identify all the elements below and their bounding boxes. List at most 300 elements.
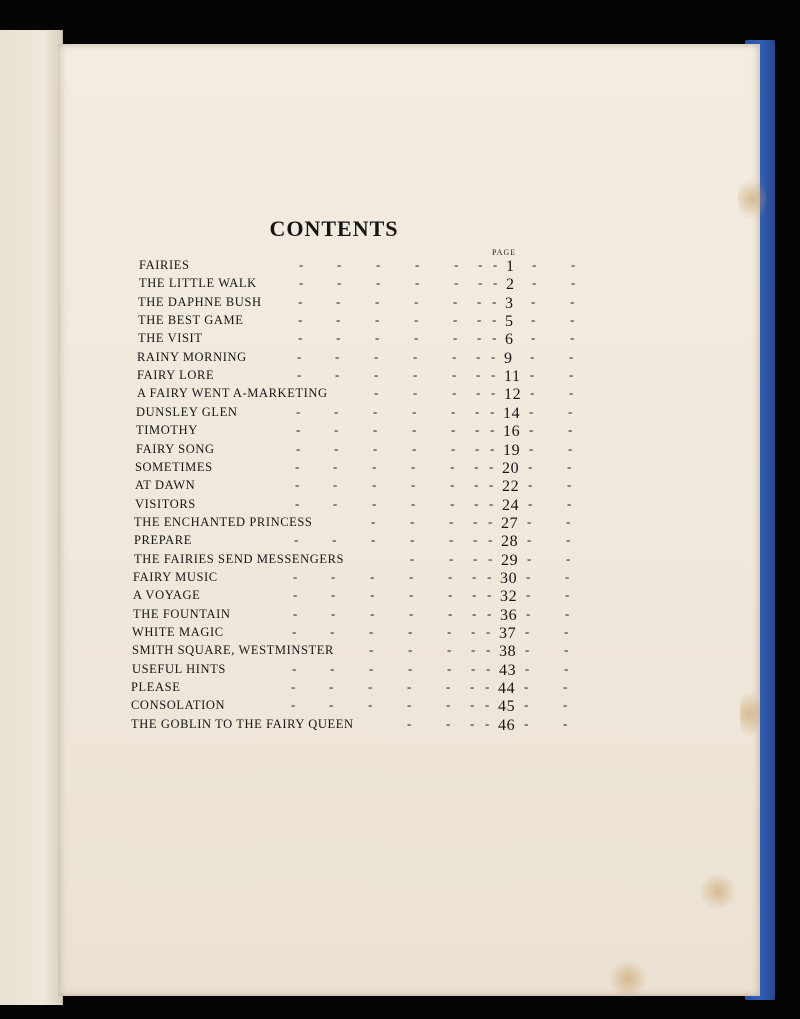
leader-dash: -: [532, 257, 537, 272]
toc-entry: [137, 348, 574, 368]
leader-dash: -: [337, 275, 342, 291]
toc-entry: [137, 385, 574, 404]
leader-dash: -: [529, 403, 534, 419]
leader-dash: -: [530, 348, 535, 364]
leader-dash: -: [527, 513, 532, 529]
leader-dash: -: [486, 642, 491, 658]
leader-dash: -: [567, 458, 572, 474]
leader-dash: -: [410, 513, 415, 529]
leader-dash: -: [334, 403, 339, 419]
leader-dash: -: [330, 660, 335, 676]
toc-entry-title: PLEASE: [131, 680, 181, 695]
leader-dash: -: [491, 348, 496, 364]
leader-dash: -: [297, 348, 302, 364]
leader-dash: -: [375, 293, 380, 309]
page-column-label: PAGE: [492, 248, 517, 257]
leader-dash: -: [452, 348, 457, 364]
leader-dash: -: [528, 458, 533, 474]
leader-dash: -: [488, 532, 493, 548]
leader-dash: -: [529, 422, 534, 438]
leader-dash: -: [525, 642, 530, 658]
leader-dash: -: [567, 495, 572, 511]
leader-dash: -: [293, 587, 298, 603]
leader-dash: -: [531, 293, 536, 309]
toc-entry-title: THE ENCHANTED PRINCESS: [134, 514, 313, 529]
leader-dash: -: [566, 550, 571, 566]
leader-dash: -: [532, 275, 537, 291]
leader-dash: -: [296, 440, 301, 456]
leader-dash: -: [475, 422, 480, 438]
leader-dash: -: [336, 312, 341, 328]
leader-dash: -: [448, 605, 453, 621]
contents-page: [58, 44, 760, 996]
leader-dash: -: [332, 532, 337, 548]
toc-page-number: 5: [505, 313, 514, 331]
leader-dash: -: [524, 679, 529, 695]
leader-dash: -: [292, 660, 297, 676]
leader-dash: -: [295, 458, 300, 474]
toc-page-number: 1: [506, 258, 515, 275]
leader-dash: -: [526, 568, 531, 584]
leader-dash: -: [569, 367, 574, 383]
toc-entry-title: SMITH SQUARE, WESTMINSTER: [132, 643, 334, 658]
toc-page-number: 24: [502, 496, 520, 514]
leader-dash: -: [473, 532, 478, 548]
toc-entry: [131, 697, 568, 716]
leader-dash: -: [295, 477, 300, 493]
leader-dash: -: [489, 495, 494, 511]
leader-dash: -: [410, 532, 415, 548]
leader-dash: -: [567, 477, 572, 493]
leader-dash: -: [478, 275, 483, 291]
leader-dash: -: [298, 312, 303, 328]
leader-dash: -: [527, 550, 532, 566]
toc-page-number: 32: [500, 588, 518, 606]
leader-dash: -: [526, 587, 531, 603]
leader-dash: -: [448, 568, 453, 584]
leader-dash: -: [411, 477, 416, 493]
leader-dash: -: [409, 605, 414, 621]
toc-page-number: 11: [504, 368, 521, 386]
leader-dash: -: [477, 293, 482, 309]
leader-dash: -: [529, 440, 534, 456]
leader-dash: -: [452, 367, 457, 383]
leader-dash: -: [412, 440, 417, 456]
toc-entry: [136, 422, 573, 441]
toc-entry-title: FAIRY SONG: [136, 441, 215, 456]
leader-dash: -: [408, 624, 413, 639]
leader-dash: -: [407, 697, 412, 713]
leader-dash: -: [453, 293, 458, 309]
toc-page-number: 27: [501, 514, 519, 532]
leader-dash: -: [571, 257, 576, 272]
leader-dash: -: [293, 605, 298, 621]
leader-dash: -: [373, 440, 378, 456]
leader-dash: -: [525, 660, 530, 676]
toc-entry: [132, 642, 569, 661]
leader-dash: -: [472, 605, 477, 621]
leader-dash: -: [408, 660, 413, 676]
leader-dash: -: [565, 568, 570, 584]
leader-dash: -: [571, 275, 576, 291]
leader-dash: -: [412, 422, 417, 438]
leader-dash: -: [563, 679, 568, 695]
toc-entry: [135, 495, 572, 515]
toc-entry-title: AT DAWN: [135, 478, 196, 493]
leader-dash: -: [471, 624, 476, 639]
toc-page-number: 45: [498, 698, 516, 716]
toc-page-number: 2: [506, 276, 515, 294]
leader-dash: -: [473, 550, 478, 566]
leader-dash: -: [488, 513, 493, 529]
leader-dash: -: [329, 679, 334, 695]
toc-entry: [133, 605, 570, 625]
toc-entry: [133, 587, 570, 606]
toc-entry: [133, 568, 570, 588]
left-page-edge: [0, 30, 63, 1005]
leader-dash: -: [453, 330, 458, 346]
leader-dash: -: [331, 587, 336, 603]
leader-dash: -: [295, 495, 300, 511]
toc-entry-title: FAIRY LORE: [137, 368, 215, 383]
leader-dash: -: [490, 440, 495, 456]
leader-dash: -: [299, 257, 304, 272]
toc-entry: [136, 440, 573, 460]
toc-entry: [136, 403, 573, 423]
leader-dash: -: [337, 257, 342, 272]
toc-entry: [139, 275, 576, 294]
page-title: CONTENTS: [269, 216, 399, 241]
leader-dash: -: [447, 660, 452, 676]
leader-dash: -: [492, 312, 497, 328]
leader-dash: -: [371, 513, 376, 529]
toc-page-number: 30: [500, 569, 518, 587]
leader-dash: -: [472, 587, 477, 603]
leader-dash: -: [298, 293, 303, 309]
leader-dash: -: [451, 403, 456, 419]
leader-dash: -: [370, 568, 375, 584]
leader-dash: -: [297, 367, 302, 383]
leader-dash: -: [331, 568, 336, 584]
leader-dash: -: [376, 275, 381, 291]
leader-dash: -: [446, 715, 451, 731]
leader-dash: -: [374, 367, 379, 383]
toc-entry: [131, 679, 568, 698]
leader-dash: -: [372, 458, 377, 474]
leader-dash: -: [475, 403, 480, 419]
leader-dash: -: [407, 679, 412, 695]
leader-dash: -: [485, 697, 490, 713]
leader-dash: -: [472, 568, 477, 584]
toc-entry: [138, 312, 575, 331]
leader-dash: -: [477, 330, 482, 346]
leader-dash: -: [563, 697, 568, 713]
leader-dash: -: [493, 257, 498, 272]
leader-dash: -: [447, 642, 452, 658]
leader-dash: -: [487, 587, 492, 603]
leader-dash: -: [411, 458, 416, 474]
toc-entry: [135, 458, 572, 478]
leader-dash: -: [415, 257, 420, 272]
leader-dash: -: [408, 642, 413, 658]
leader-dash: -: [293, 568, 298, 584]
leader-dash: -: [372, 477, 377, 493]
toc-entry-title: CONSOLATION: [131, 698, 226, 713]
leader-dash: -: [569, 385, 574, 401]
leader-dash: -: [489, 477, 494, 493]
toc-entry-title: RAINY MORNING: [137, 349, 247, 364]
leader-dash: -: [530, 367, 535, 383]
leader-dash: -: [454, 275, 459, 291]
leader-dash: -: [446, 679, 451, 695]
leader-dash: -: [298, 330, 303, 346]
leader-dash: -: [526, 605, 531, 621]
leader-dash: -: [333, 458, 338, 474]
toc-entry: [138, 293, 575, 313]
toc-entry-title: THE FOUNTAIN: [133, 606, 231, 621]
toc-page-number: 37: [499, 625, 517, 642]
leader-dash: -: [568, 440, 573, 456]
leader-dash: -: [370, 605, 375, 621]
leader-dash: -: [413, 348, 418, 364]
leader-dash: -: [291, 679, 296, 695]
toc-page-number: 19: [503, 441, 521, 459]
toc-entry-title: FAIRY MUSIC: [133, 569, 218, 584]
toc-entry-title: THE LITTLE WALK: [139, 276, 257, 291]
leader-dash: -: [470, 679, 475, 695]
leader-dash: -: [409, 568, 414, 584]
leader-dash: -: [369, 642, 374, 658]
leader-dash: -: [487, 568, 492, 584]
leader-dash: -: [569, 348, 574, 364]
leader-dash: -: [369, 660, 374, 676]
toc-page-number: 3: [505, 294, 514, 312]
leader-dash: -: [299, 275, 304, 291]
leader-dash: -: [564, 660, 569, 676]
toc-page-number: 38: [499, 643, 517, 661]
leader-dash: -: [412, 403, 417, 419]
leader-dash: -: [453, 312, 458, 328]
toc-entry-title: THE GOBLIN TO THE FAIRY QUEEN: [131, 716, 354, 731]
toc-entry-title: DUNSLEY GLEN: [136, 404, 238, 419]
leader-dash: -: [334, 440, 339, 456]
leader-dash: -: [527, 532, 532, 548]
leader-dash: -: [525, 624, 530, 639]
toc-entry-title: TIMOTHY: [136, 423, 198, 438]
leader-dash: -: [563, 715, 568, 731]
toc-entry-title: PREPARE: [134, 533, 192, 548]
leader-dash: -: [374, 385, 379, 401]
leader-dash: -: [415, 275, 420, 291]
leader-dash: -: [414, 330, 419, 346]
leader-dash: -: [490, 403, 495, 419]
leader-dash: -: [485, 715, 490, 731]
toc-page-number: 46: [498, 716, 516, 734]
foxing-stain: [738, 174, 766, 224]
leader-dash: -: [474, 495, 479, 511]
toc-entry-title: THE DAPHNE BUSH: [138, 294, 262, 309]
toc-entry: [134, 550, 571, 570]
leader-dash: -: [449, 532, 454, 548]
foxing-stain: [740, 684, 760, 744]
leader-dash: -: [296, 422, 301, 438]
leader-dash: -: [478, 257, 483, 272]
leader-dash: -: [375, 312, 380, 328]
leader-dash: -: [470, 697, 475, 713]
leader-dash: -: [485, 679, 490, 695]
leader-dash: -: [486, 660, 491, 676]
leader-dash: -: [486, 624, 491, 639]
toc-entry: [132, 660, 569, 680]
toc-page-number: 36: [500, 606, 518, 624]
leader-dash: -: [570, 293, 575, 309]
leader-dash: -: [450, 458, 455, 474]
leader-dash: -: [566, 513, 571, 529]
toc-entry-title: USEFUL HINTS: [132, 661, 226, 676]
toc-page-number: 28: [501, 533, 519, 551]
toc-entry: [132, 624, 569, 643]
foxing-stain: [608, 959, 648, 999]
toc-entry: [134, 513, 571, 533]
toc-entry-title: WHITE MAGIC: [132, 625, 224, 639]
leader-dash: -: [370, 587, 375, 603]
leader-dash: -: [451, 422, 456, 438]
leader-dash: -: [524, 715, 529, 731]
toc-entry: [131, 715, 568, 735]
leader-dash: -: [376, 257, 381, 272]
leader-dash: -: [528, 495, 533, 511]
leader-dash: -: [413, 385, 418, 401]
leader-dash: -: [451, 440, 456, 456]
leader-dash: -: [531, 330, 536, 346]
leader-dash: -: [409, 587, 414, 603]
toc-entry: [135, 477, 572, 496]
leader-dash: -: [450, 495, 455, 511]
leader-dash: -: [446, 697, 451, 713]
leader-dash: -: [476, 348, 481, 364]
leader-dash: -: [471, 642, 476, 658]
leader-dash: -: [414, 293, 419, 309]
leader-dash: -: [570, 312, 575, 328]
leader-dash: -: [454, 257, 459, 272]
leader-dash: -: [334, 422, 339, 438]
leader-dash: -: [530, 385, 535, 401]
leader-dash: -: [331, 605, 336, 621]
toc-entry-title: THE FAIRIES SEND MESSENGERS: [134, 551, 345, 566]
toc-page-number: 44: [498, 680, 516, 698]
leader-dash: -: [471, 660, 476, 676]
leader-dash: -: [564, 624, 569, 639]
toc-page-number: 9: [504, 349, 513, 367]
leader-dash: -: [568, 422, 573, 438]
toc-page-number: 43: [499, 661, 517, 679]
leader-dash: -: [374, 348, 379, 364]
leader-dash: -: [371, 532, 376, 548]
leader-dash: -: [531, 312, 536, 328]
leader-dash: -: [333, 495, 338, 511]
toc-entry: [134, 532, 571, 551]
leader-dash: -: [449, 550, 454, 566]
leader-dash: -: [447, 624, 452, 639]
leader-dash: -: [294, 532, 299, 548]
toc-page-number: 14: [503, 404, 521, 422]
leader-dash: -: [449, 513, 454, 529]
leader-dash: -: [450, 477, 455, 493]
leader-dash: -: [470, 715, 475, 731]
leader-dash: -: [487, 605, 492, 621]
leader-dash: -: [413, 367, 418, 383]
toc-entry: [138, 330, 575, 349]
leader-dash: -: [492, 330, 497, 346]
leader-dash: -: [368, 679, 373, 695]
toc-entry: [137, 367, 574, 386]
leader-dash: -: [488, 550, 493, 566]
toc-entry-title: VISITORS: [135, 496, 196, 511]
leader-dash: -: [296, 403, 301, 419]
leader-dash: -: [368, 697, 373, 713]
leader-dash: -: [474, 458, 479, 474]
leader-dash: -: [491, 367, 496, 383]
leader-dash: -: [568, 403, 573, 419]
toc-entry-title: A FAIRY WENT A-MARKETING: [137, 386, 328, 401]
leader-dash: -: [476, 367, 481, 383]
leader-dash: -: [329, 697, 334, 713]
toc-entry-title: A VOYAGE: [133, 588, 201, 603]
leader-dash: -: [566, 532, 571, 548]
leader-dash: -: [452, 385, 457, 401]
leader-dash: -: [291, 697, 296, 713]
leader-dash: -: [570, 330, 575, 346]
leader-dash: -: [477, 312, 482, 328]
leader-dash: -: [335, 367, 340, 383]
leader-dash: -: [372, 495, 377, 511]
leader-dash: -: [490, 422, 495, 438]
leader-dash: -: [565, 587, 570, 603]
leader-dash: -: [564, 642, 569, 658]
leader-dash: -: [448, 587, 453, 603]
toc-entry: [139, 257, 576, 276]
leader-dash: -: [336, 330, 341, 346]
leader-dash: -: [491, 385, 496, 401]
leader-dash: -: [492, 293, 497, 309]
toc-page-number: 22: [502, 478, 520, 496]
leader-dash: -: [335, 348, 340, 364]
leader-dash: -: [475, 440, 480, 456]
leader-dash: -: [373, 422, 378, 438]
leader-dash: -: [336, 293, 341, 309]
leader-dash: -: [333, 477, 338, 493]
toc-page-number: 16: [503, 423, 521, 441]
leader-dash: -: [493, 275, 498, 291]
foxing-stain: [698, 874, 738, 909]
toc-page-number: 12: [504, 386, 522, 404]
toc-entry-title: SOMETIMES: [135, 459, 213, 474]
leader-dash: -: [330, 624, 335, 639]
leader-dash: -: [414, 312, 419, 328]
leader-dash: -: [369, 624, 374, 639]
toc-entry-title: THE BEST GAME: [138, 313, 244, 328]
toc-entry-title: FAIRIES: [139, 258, 190, 272]
leader-dash: -: [524, 697, 529, 713]
leader-dash: -: [474, 477, 479, 493]
leader-dash: -: [292, 624, 297, 639]
leader-dash: -: [410, 550, 415, 566]
leader-dash: -: [489, 458, 494, 474]
leader-dash: -: [528, 477, 533, 493]
toc-page-number: 6: [505, 331, 514, 349]
leader-dash: -: [565, 605, 570, 621]
leader-dash: -: [411, 495, 416, 511]
